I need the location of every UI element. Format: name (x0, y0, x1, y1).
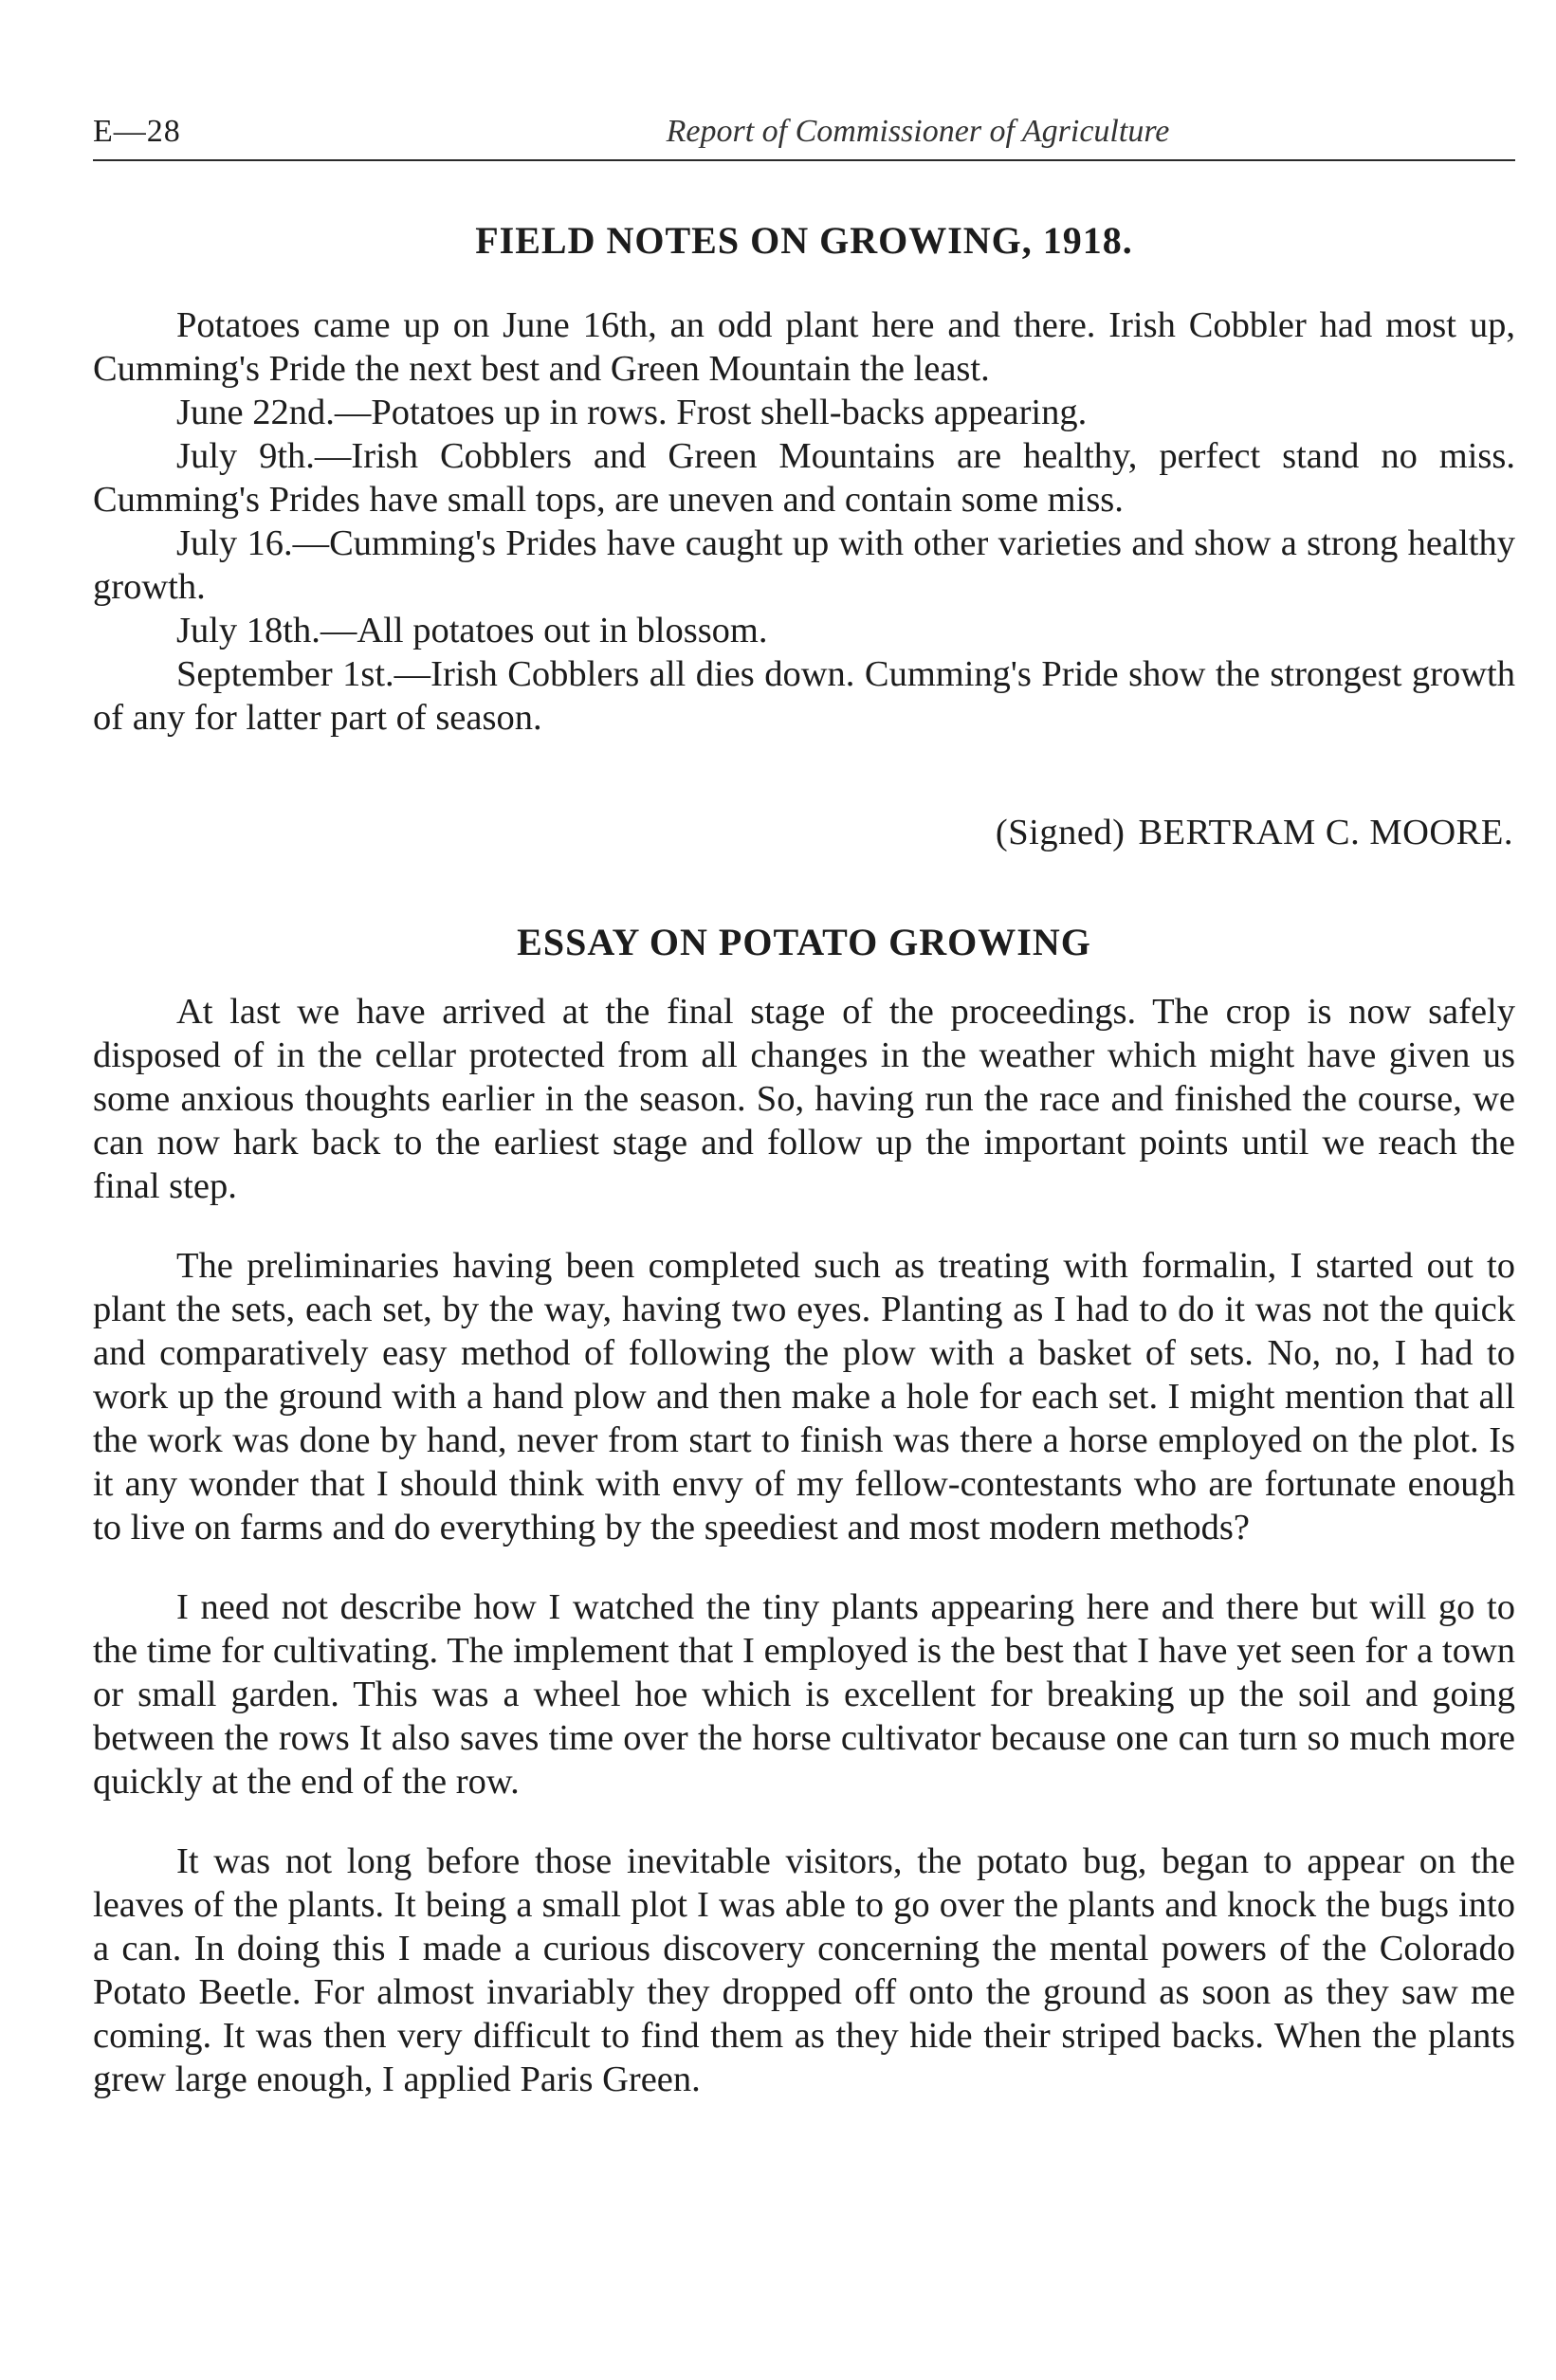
running-header (93, 112, 1515, 161)
field-note-entry: July 9th.—Irish Cobblers and Green Mountains are healthy, perfect stand no miss. Cumming's Prides have small tops, are uneven and contain some miss. (93, 436, 1515, 520)
document-page (93, 112, 1515, 2099)
field-note-entry: September 1st.—Irish Cobblers all dies down. Cumming's Pride show the strongest growth of any for latter part of season. (93, 654, 1515, 738)
field-notes-heading: FIELD NOTES ON GROWING, 1918. (475, 219, 1133, 262)
journal-title: Report of Commissioner of Agriculture (666, 114, 1170, 149)
field-note-entry: June 22nd.—Potatoes up in rows. Frost shell-backs appearing. (176, 393, 1088, 432)
page-number: E—28 (93, 114, 181, 149)
signature-label: (Signed) (995, 813, 1126, 852)
essay-paragraph: At last we have arrived at the final stage of the proceedings. The crop is now safely disposed of in the cellar protected from all changes in the weather which might have given us some anxious thoughts earlier in the season. So, having run the race and finished the course, we can now hark back to the earliest stage and follow up the important points until we reach the final step. (93, 992, 1515, 1206)
essay-heading: ESSAY ON POTATO GROWING (517, 921, 1091, 963)
essay-paragraph: The preliminaries having been completed such as treating with formalin, I started out to plant the sets, each set, by the way, having two eyes. Planting as I had to do it was not the quick and comparatively easy method of following the plow with a basket of sets. No, no, I had to work up the ground with a hand plow and then make a hole for each set. I might mention that all the work was done by hand, never from start to finish was there a horse employed on the plot. Is it any wonder that I should think with envy of my fellow-contestants who are fortunate enough to live on farms and do everything by the speediest and most modern methods? (93, 1246, 1515, 1547)
field-note-entry: July 18th.—All potatoes out in blossom. (176, 611, 768, 650)
field-note-entry: Potatoes came up on June 16th, an odd plant here and there. Irish Cobbler had most up, Cumming's Pride the next best and Green Mountain the least. (93, 305, 1515, 389)
essay-body (93, 990, 1515, 2137)
essay-paragraph: I need not describe how I watched the tiny plants appearing here and there but will go to the time for cultivating. The implement that I employed is the best that I have yet seen for a town or small garden. This was a wheel hoe which is excellent for breaking up the soil and going between the rows It also saves time over the horse cultivator because one can turn so much more quickly at the end of the row. (93, 1587, 1515, 1802)
field-note-entry: July 16.—Cumming's Prides have caught up with other varieties and show a strong healthy growth. (93, 523, 1515, 607)
field-notes-body (93, 303, 1515, 740)
essay-paragraph: It was not long before those inevitable visitors, the potato bug, began to appear on the leaves of the plants. It being a small plot I was able to go over the plants and knock the bugs into a can. In doing this I made a curious discovery concerning the mental powers of the Colorado Potato Beetle. For almost invariably they dropped off onto the ground as soon as they saw me coming. It was then very difficult to find them as they hide their striped backs. When the plants grew large enough, I applied Paris Green. (93, 1841, 1515, 2099)
signature-name: BERTRAM C. MOORE. (1138, 813, 1513, 852)
signature-line (996, 812, 1513, 853)
